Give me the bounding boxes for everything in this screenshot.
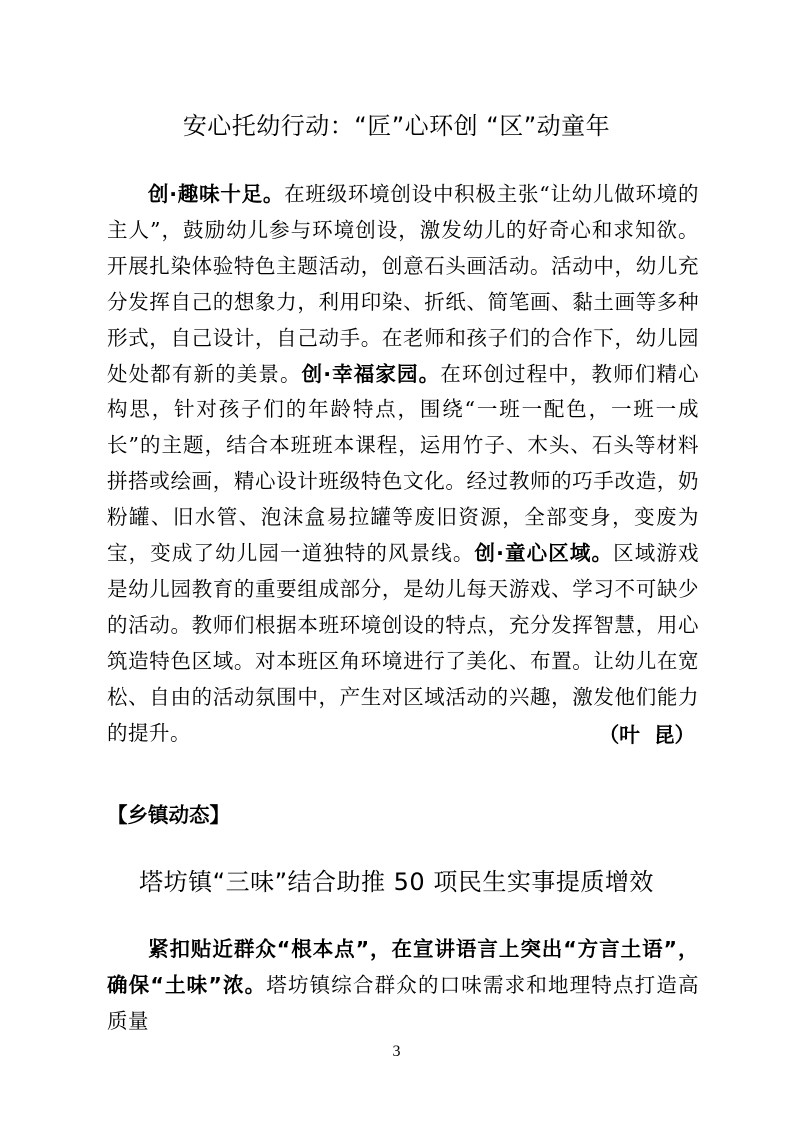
article-1-text-area: 区域游戏是幼儿园教育的重要组成部分，是幼儿每天游戏、学习不可缺少的活动。教师们根据本班环境创设的特点，充分发挥智慧，用心筑造特色区域。对本班区角环境进行了美化、布置。让幼儿在宽松、自由的活动氛围中，产生对区域活动的兴趣，激发他们能力的提升。: [107, 541, 699, 745]
article-1-text-home: 在环创过程中，教师们精心构思，针对孩子们的年龄特点，围绕“一班一配色，一班一成长”的主题，结合本班班本课程，运用竹子、木头、石头等材料拼搭或绘画，精心设计班级特色文化。经过教师的巧手改造，奶粉罐、旧水管、泡沫盒易拉罐等废旧资源，全部变身，变废为宝，变成了幼儿园一道独特的风景线。: [107, 361, 700, 566]
article-2-lead-text: 塔坊镇综合群众的口味需求和地理特点打造高质量: [107, 972, 699, 1033]
article-1-text-fun: 在班级环境创设中积极主张“让幼儿做环境的主人”，鼓励幼儿参与环境创设，激发幼儿的好奇心和求知欲。开展扎染体验特色主题活动，创意石头画活动。活动中，幼儿充分发挥自己的想象力，利用印染、折纸、简笔画、黏土画等多种形式，自己设计，自己动手。在老师和孩子们的合作下，幼儿园处处都有新的美景。: [107, 182, 699, 386]
article-1-byline: （叶 昆）: [598, 723, 695, 747]
article-1-title: 安心托幼行动：“匠”心环创 “区”动童年: [182, 112, 611, 140]
article-1-body: [107, 177, 699, 752]
article-2-body: [107, 932, 699, 1040]
article-2-title: 塔坊镇“三味”结合助推 50 项民生实事提质增效: [139, 868, 654, 896]
article-1-heading-fun: 创·趣味十足。: [148, 182, 285, 206]
section-label: 【乡镇动态】: [107, 803, 230, 827]
article-2-lead-heading: 紧扣贴近群众“根本点”，在宣讲语言上突出“方言土语”，确保“土味”浓。: [107, 937, 699, 997]
article-1-heading-home: 创·幸福家园。: [301, 361, 441, 386]
article-1-heading-area: 创·童心区域。: [474, 541, 614, 566]
page-number: 3: [392, 1043, 401, 1060]
